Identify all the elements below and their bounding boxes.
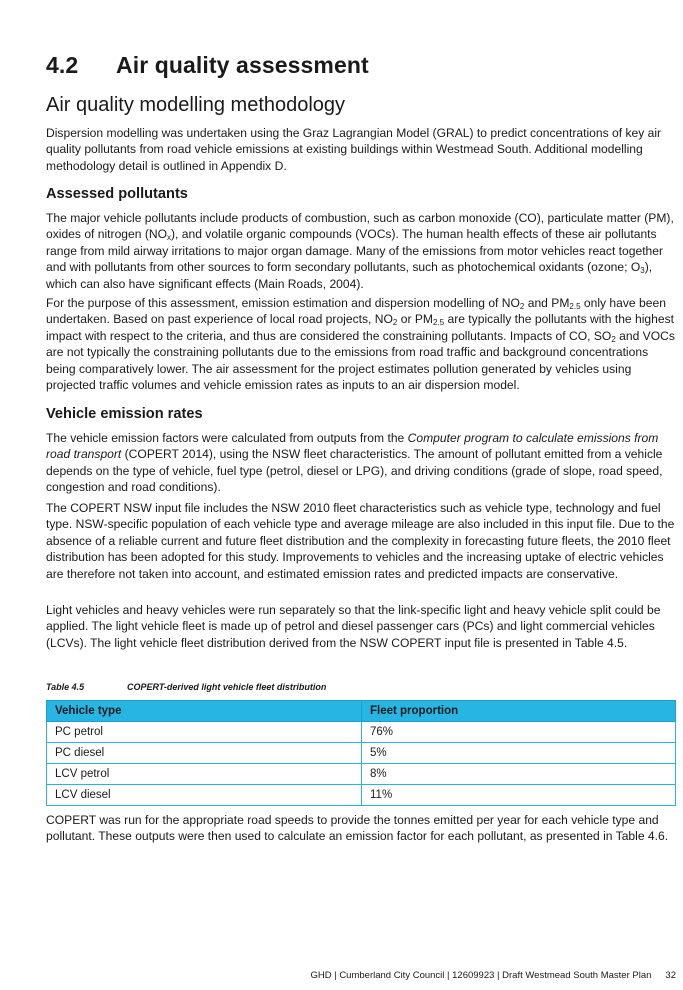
table-cell: PC diesel bbox=[47, 743, 362, 764]
table-label: Table 4.5 bbox=[46, 682, 85, 692]
intro-paragraph: Dispersion modelling was undertaken using the Graz Lagrangian Model (GRAL) to predict concentrations of key air quality pollutants from road vehicle emissions at existing buildings within Westmead South. Additional modelling methodology detail is outlined in Appendix D. bbox=[46, 126, 662, 173]
page-number: 32 bbox=[665, 970, 676, 981]
assessed-paragraph-1: The major vehicle pollutants include products of combustion, such as carbon monoxide (CO), particulate matter (PM), oxides of nitrogen $(NO_x)$, and volatile organic compounds (VOCs). The human health effects of these air pollutants range from mild airway irritations to major organ damage. Many of the emissions from motor vehicles react together and with pollutants from other sources to form secondary pollutants, such as photochemical oxidants (ozone; $O_3$), which can also have significant effects (Main Roads, 2004). bbox=[46, 211, 674, 291]
table-header-row bbox=[47, 701, 676, 722]
closing-paragraph: COPERT was run for the appropriate road speeds to provide the tonnes emitted per year for each vehicle type and pollutant. These outputs were then used to calculate an emission factor for each pollutant, as presented in Table 4.6. bbox=[46, 813, 669, 844]
vehicle-emission-heading: Vehicle emission rates bbox=[46, 406, 203, 422]
table-row bbox=[47, 722, 676, 743]
column-header: Fleet proportion bbox=[362, 701, 676, 722]
emission-paragraph-1: The vehicle emission factors were calculated from outputs from the Computer program to calculate emissions from road transport (COPERT 2014), using the NSW fleet characteristics. The amount of pollutant emitted from a vehicle depends on the type of vehicle, fuel type (petrol, diesel or LPG), and driving conditions (grade of slope, road speed, congestion and road conditions). bbox=[46, 431, 663, 495]
assessed-pollutants-heading: Assessed pollutants bbox=[46, 186, 188, 202]
table-cell: 5% bbox=[362, 743, 676, 764]
column-header: Vehicle type bbox=[47, 701, 362, 722]
table-cell: PC petrol bbox=[47, 722, 362, 743]
table-row bbox=[47, 785, 676, 806]
page-footer bbox=[310, 970, 676, 981]
table-cell: LCV diesel bbox=[47, 785, 362, 806]
table-cell: 8% bbox=[362, 764, 676, 785]
assessed-paragraph-2: For the purpose of this assessment, emission estimation and dispersion modelling of $NO_2$ and $PM_{2.5}$ only have been undertaken. Based on past experience of local road projects, $NO_2$ or $PM_{2.5}$ are typically the pollutants with the highest impact with respect to the criteria, and thus are considered the constraining pollutants. Impacts of CO, $SO_2$ and VOCs are not typically the constraining pollutants due to the emissions from road traffic and background concentrations being comparatively lower. The air assessment for the project estimates pollution generated by vehicles using projected traffic volumes and vehicle emission rates as inputs to an air dispersion model. bbox=[46, 296, 675, 393]
table-cell: 11% bbox=[362, 785, 676, 806]
footer-text: GHD | Cumberland City Council | 12609923 | Draft Westmead South Master Plan bbox=[310, 970, 652, 981]
emission-paragraph-3: Light vehicles and heavy vehicles were run separately so that the link-specific light and heavy vehicle split could be applied. The light vehicle fleet is made up of petrol and diesel passenger cars (PCs) and light commercial vehicles (LCVs). The light vehicle fleet distribution derived from the NSW COPERT input file is presented in Table 4.5. bbox=[46, 603, 661, 650]
table-row bbox=[47, 764, 676, 785]
subheading: Air quality modelling methodology bbox=[46, 94, 346, 116]
emission-paragraph-2: The COPERT NSW input file includes the NSW 2010 fleet characteristics such as vehicle type, technology and fuel type. NSW-specific population of each vehicle type and average mileage are also included in this input file. Due to the absence of a reliable current and future fleet distribution and the complexity in forecasting future fleets, the 2010 fleet distribution has been adopted for this study. Improvements to vehicles and the increasing uptake of electric vehicles are therefore not taken into account, and estimated emission rates and predicted impacts are conservative. bbox=[46, 501, 675, 581]
section-number: 4.2 bbox=[46, 52, 79, 78]
section-title: Air quality assessment bbox=[116, 52, 369, 78]
table-row bbox=[47, 743, 676, 764]
section-heading bbox=[46, 52, 369, 79]
table-cell: LCV petrol bbox=[47, 764, 362, 785]
table-caption bbox=[46, 682, 326, 692]
table-title: COPERT-derived light vehicle fleet distribution bbox=[127, 682, 327, 692]
table-cell: 76% bbox=[362, 722, 676, 743]
fleet-distribution-table bbox=[46, 700, 676, 806]
